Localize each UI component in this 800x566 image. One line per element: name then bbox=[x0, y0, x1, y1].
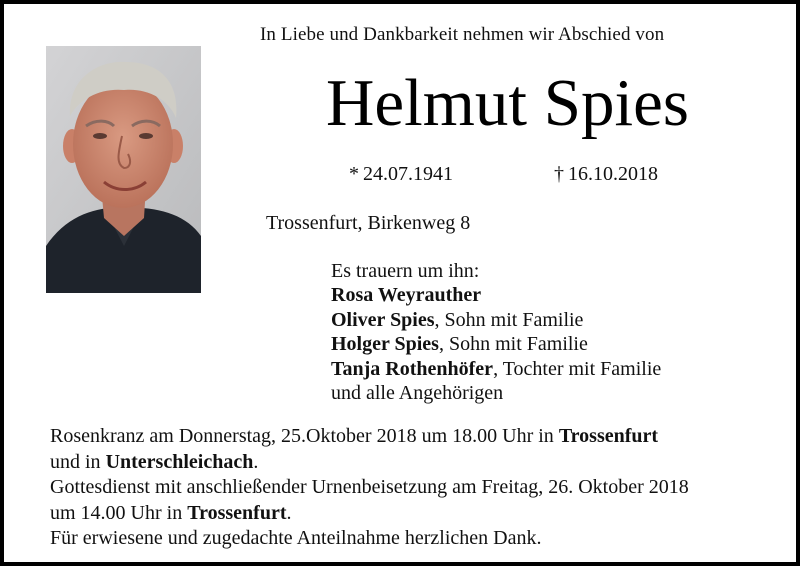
mourner-name: Rosa Weyrauther bbox=[331, 284, 482, 307]
death-cross-icon: † bbox=[554, 163, 564, 185]
intro-text: In Liebe und Dankbarkeit nehmen wir Abschied von bbox=[260, 24, 665, 45]
service-text: um 14.00 Uhr in bbox=[50, 501, 188, 524]
service-place: Trossenfurt bbox=[187, 501, 287, 524]
portrait-photo bbox=[46, 46, 201, 293]
mourner-row bbox=[331, 357, 661, 381]
service-text-end: . bbox=[253, 450, 259, 473]
service-line bbox=[50, 450, 689, 476]
mourners-list bbox=[331, 259, 661, 405]
mourners-heading: Es trauern um ihn: bbox=[331, 260, 480, 282]
service-line: Gottesdienst mit anschließender Urnenbeisetzung am Freitag, 26. Oktober 2018 bbox=[50, 476, 689, 498]
death-date-value: 16.10.2018 bbox=[568, 163, 658, 185]
mourner-relation: , Tochter mit Familie bbox=[493, 357, 662, 380]
death-date bbox=[554, 163, 658, 186]
service-text: Rosenkranz am Donnerstag, 25.Oktober 2018 um 18.00 Uhr in bbox=[50, 425, 559, 447]
birth-star-icon: * bbox=[349, 163, 359, 185]
service-text: und in bbox=[50, 450, 106, 473]
service-details bbox=[50, 424, 689, 552]
mourner-name: Tanja Rothenhöfer bbox=[331, 357, 494, 380]
mourner-row bbox=[331, 283, 661, 307]
birth-date bbox=[349, 163, 453, 186]
address: Trossenfurt, Birkenweg 8 bbox=[266, 212, 471, 234]
mourner-row bbox=[331, 308, 661, 332]
mourners-closing: und alle Angehörigen bbox=[331, 382, 504, 405]
mourner-relation: , Sohn mit Familie bbox=[438, 333, 588, 356]
mourner-name: Oliver Spies bbox=[331, 308, 435, 331]
service-line bbox=[50, 501, 689, 527]
mourner-name: Holger Spies bbox=[331, 333, 439, 356]
birth-date-value: 24.07.1941 bbox=[363, 163, 453, 185]
service-text-end: . bbox=[286, 501, 292, 524]
thanks-line: Für erwiesene und zugedachte Anteilnahme herzlichen Dank. bbox=[50, 527, 542, 549]
service-place: Unterschleichach bbox=[105, 450, 254, 473]
mourner-row bbox=[331, 332, 661, 356]
service-line bbox=[50, 424, 689, 450]
service-place: Trossenfurt bbox=[558, 425, 659, 447]
mourner-relation: , Sohn mit Familie bbox=[434, 308, 584, 331]
deceased-name: Helmut Spies bbox=[326, 66, 689, 140]
